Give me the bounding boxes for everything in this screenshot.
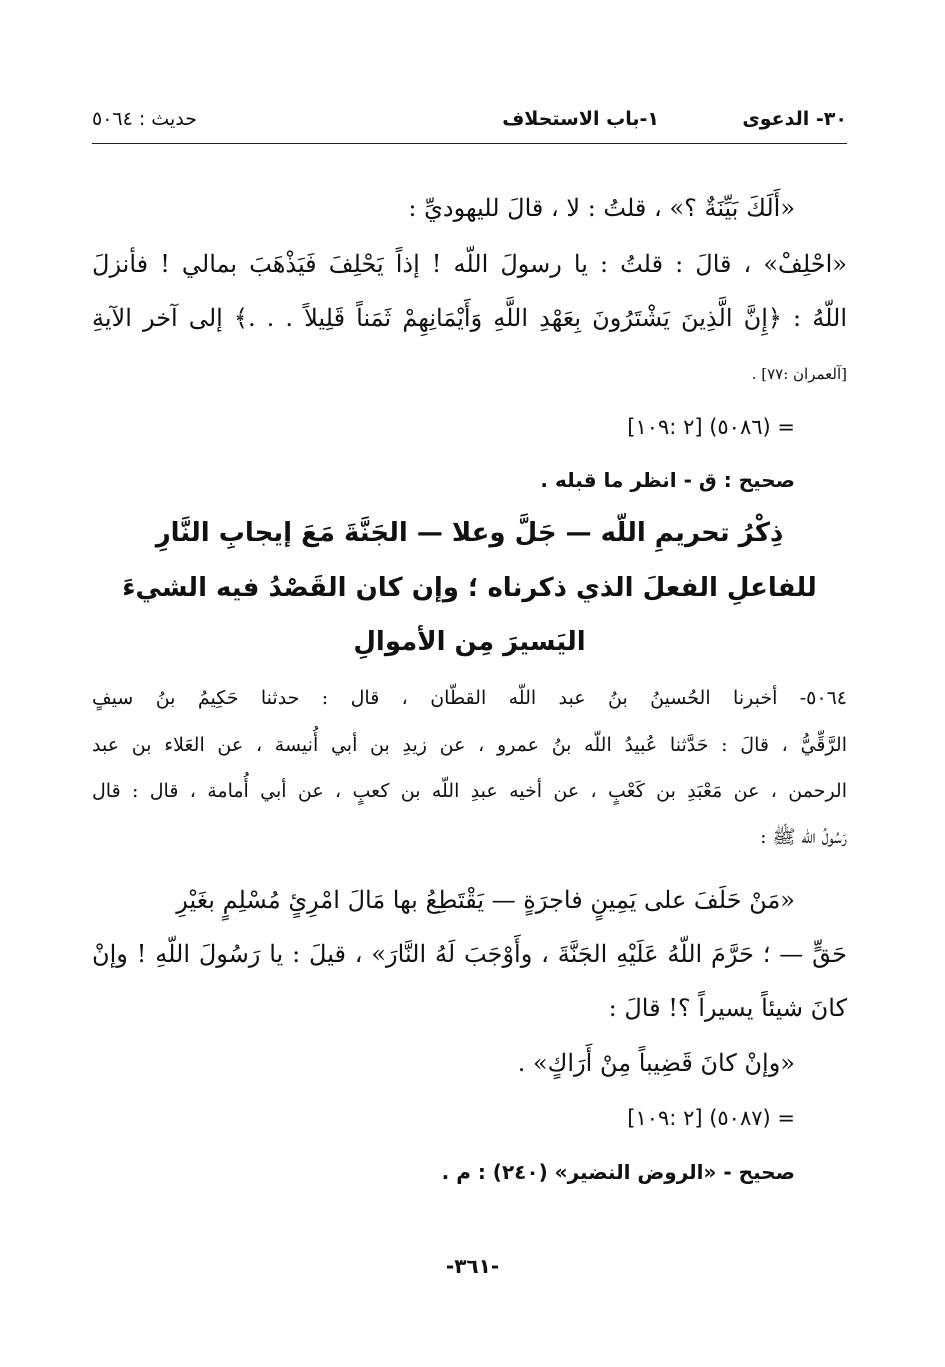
isnad-line: رَسُولُ اللّه ﷺ : bbox=[760, 826, 847, 848]
running-header bbox=[92, 108, 847, 142]
chapter-heading-line: للفاعلِ الفعلَ الذي ذكرناه ؛ وإن كان القَصْدُ فيه الشيءَ bbox=[122, 573, 817, 603]
grading-note: صحيح - «الروض النضير» (٢٤٠) : م . bbox=[441, 1160, 795, 1184]
page-number: -٣٦١- bbox=[445, 1254, 500, 1278]
cross-reference: = (٥٠٨٧) [٢ :١٠٩] bbox=[627, 1106, 795, 1130]
chapter-title: ٣٠- الدعوى bbox=[742, 108, 847, 130]
grading-note: صحيح : ق - انظر ما قبله . bbox=[540, 468, 795, 492]
hadith-reference: حديث : ٥٠٦٤ bbox=[92, 108, 197, 130]
text-line: اللّهُ : ﴿إِنَّ الَّذِينَ يَشْتَرُونَ بِعَهْدِ اللَّهِ وَأَيْمَانِهِمْ ثَمَناً قَلِيلاً . . .﴾ إلى آخر الآيةِ bbox=[92, 304, 847, 332]
matn-line: كانَ شيئاً يسيراً ؟! قالَ : bbox=[608, 994, 847, 1022]
matn-line: «مَنْ حَلَفَ على يَمِينٍ فاجرَةٍ — يَقْتَطِعُ بها مَالَ امْرِئٍ مُسْلِمٍ بغَيْرِ bbox=[176, 886, 795, 914]
matn-line: حَقٍّ — ؛ حَرَّمَ اللّهُ عَلَيْهِ الجَنَّةَ ، وأَوْجَبَ لَهُ النَّارَ» ، قيلَ : يا رَسُولَ اللّهِ ! وإنْ bbox=[92, 940, 847, 968]
quran-citation: [آلعمران :٧٧] . bbox=[751, 365, 847, 383]
header-divider bbox=[92, 143, 847, 144]
isnad-line: ٥٠٦٤- أخبرنا الحُسينُ بنُ عبد اللّه القطّان ، قال : حدثنا حَكِيمُ بنُ سيفٍ bbox=[92, 687, 847, 709]
chapter-heading-line: ذِكْرُ تحريمِ اللّه — جَلَّ وعلا — الجَنَّةَ مَعَ إيجابِ النَّارِ bbox=[155, 518, 784, 548]
isnad-line: الرحمن ، عن مَعْبَدِ بن كَعْبٍ ، عن أخيه عبدِ اللّه بن كعبٍ ، عن أبي أُمامة ، قال : قال bbox=[92, 780, 847, 802]
cross-reference: = (٥٠٨٦) [٢ :١٠٩] bbox=[627, 415, 795, 439]
text-line: «احْلِفْ» ، قالَ : قلتُ : يا رسولَ اللّه ! إذاً يَحْلِفَ فَيَذْهَبَ بمالي ! فأنزلَ bbox=[92, 250, 847, 278]
text-line: «أَلَكَ بَيِّنَةٌ ؟» ، قلتُ : لا ، قالَ لليهوديِّ : bbox=[408, 194, 795, 222]
matn-line: «وإنْ كانَ قَضِيباً مِنْ أَرَاكٍ» . bbox=[517, 1049, 795, 1077]
isnad-line: الرَّقِّيُّ ، قالَ : حَدَّثنا عُبيدُ اللّه بنُ عمرو ، عن زيدِ بن أبي أُنيسة ، عن العَلاء بن عبد bbox=[92, 734, 847, 756]
section-title: ١-باب الاستحلاف bbox=[502, 108, 659, 130]
chapter-heading-line: اليَسيرَ مِن الأموالِ bbox=[353, 627, 586, 657]
